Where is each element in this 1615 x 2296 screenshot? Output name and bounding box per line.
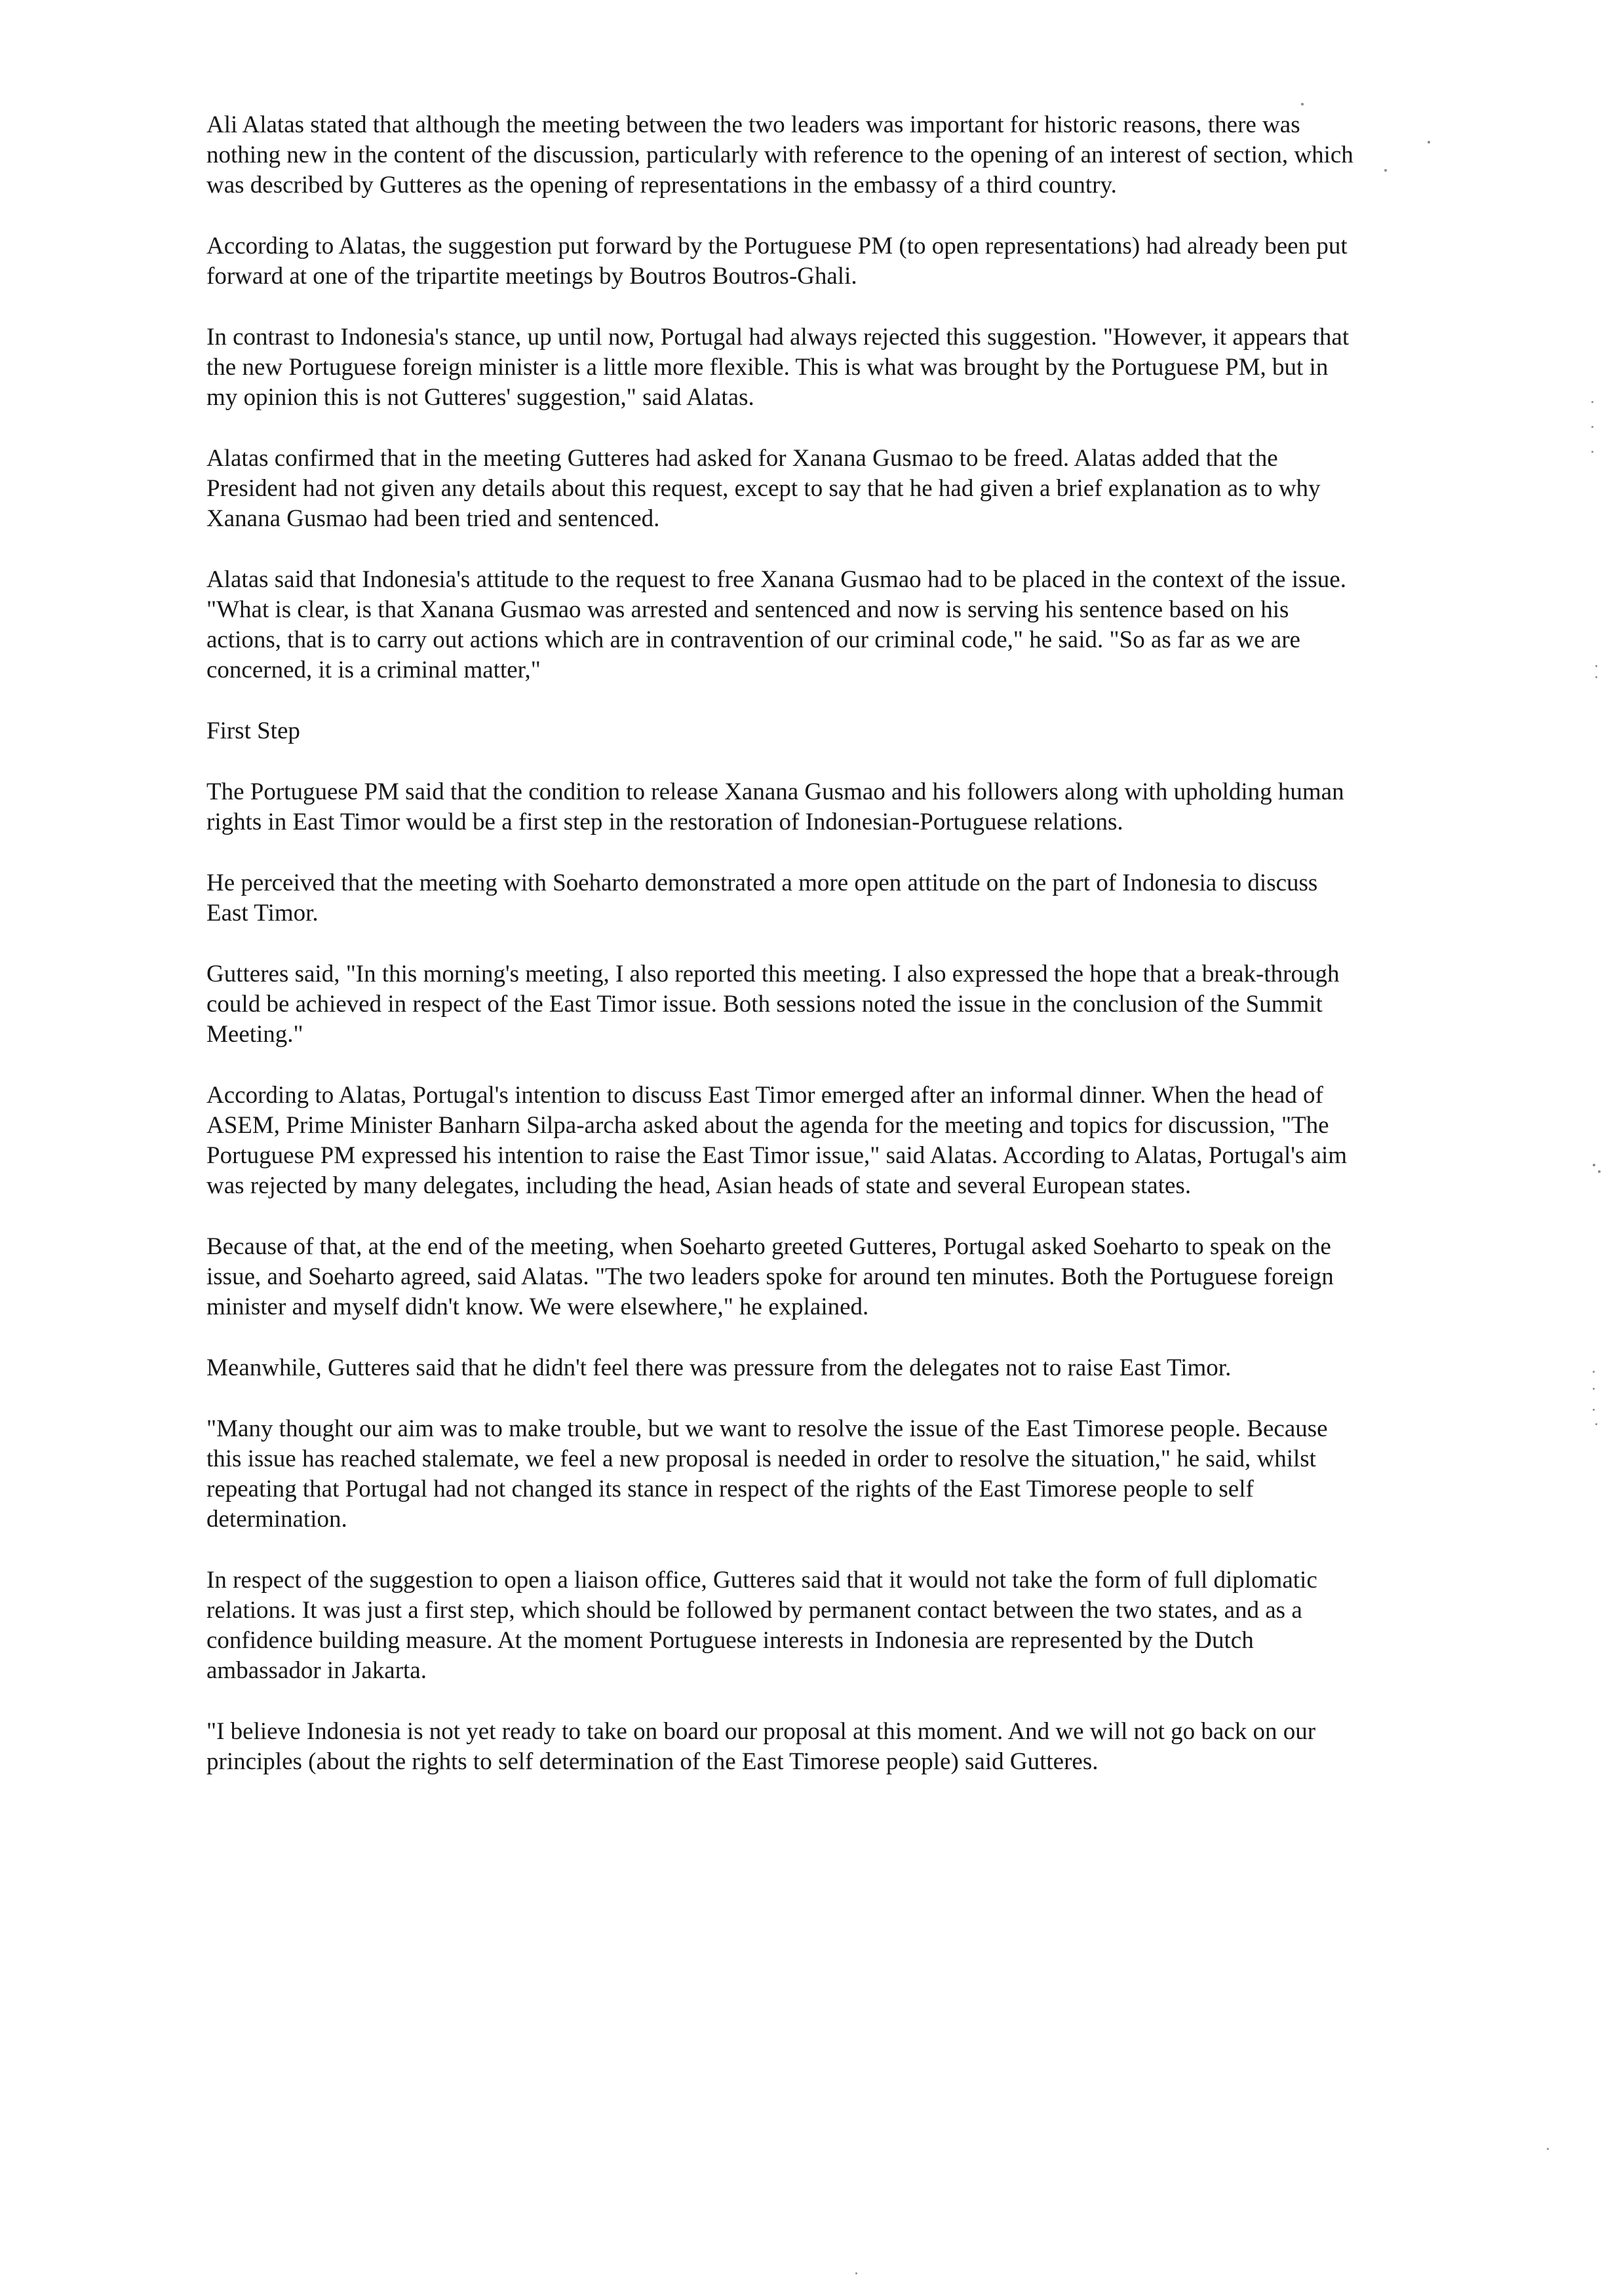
scan-speck — [855, 2272, 857, 2274]
section-heading: First Step — [206, 718, 300, 744]
scan-speck — [1595, 665, 1597, 667]
scan-speck — [1593, 1371, 1595, 1373]
paragraph-12: "Many thought our aim was to make trouble, but we want to resolve the issue of the East Timorese people. Because this issue has reached stalemate, we feel a new proposal is needed in order to resolve the situation," he said, whilst repeating that Portugal had not changed its stance in respect of the rights of the East Timorese people to self determination. — [206, 1415, 1328, 1533]
scan-speck — [1547, 2148, 1549, 2150]
scan-speck — [1598, 1170, 1601, 1173]
paragraph-7: He perceived that the meeting with Soeharto demonstrated a more open attitude on the part of Indonesia to discuss East Timor. — [206, 870, 1318, 927]
paragraph-11: Meanwhile, Gutteres said that he didn't feel there was pressure from the delegates not to raise East Timor. — [206, 1354, 1232, 1381]
scan-speck — [1384, 169, 1387, 172]
paragraph-8: Gutteres said, "In this morning's meeting, I also reported this meeting. I also expressed the hope that a break-through could be achieved in respect of the East Timor issue. Both sessions noted the issue in the conclusion of the Summit Meeting." — [206, 961, 1340, 1048]
scan-speck — [1591, 401, 1593, 403]
scan-speck — [1593, 1164, 1595, 1166]
paragraph-2: According to Alatas, the suggestion put forward by the Portuguese PM (to open representations) had already been put forward at one of the tripartite meetings by Boutros Boutros-Ghali. — [206, 233, 1348, 290]
paragraph-1: Ali Alatas stated that although the meeting between the two leaders was important for historic reasons, there was nothing new in the content of the discussion, particularly with reference to the opening of an interest of section, which was described by Gutteres as the opening of representations in the embassy of a third country. — [206, 111, 1353, 199]
paragraph-5: Alatas said that Indonesia's attitude to the request to free Xanana Gusmao had to be placed in the context of the issue. "What is clear, is that Xanana Gusmao was arrested and sentenced and now is serving his sentence based on his actions, that is to carry out actions which are in contravention of our criminal code," he said. "So as far as we are concerned, it is a criminal matter," — [206, 566, 1346, 683]
paragraph-4: Alatas confirmed that in the meeting Gutteres had asked for Xanana Gusmao to be freed. Alatas added that the President had not given any details about this request, except to say that he had given a brief explanation as to why Xanana Gusmao had been tried and sentenced. — [206, 445, 1321, 532]
paragraph-14: "I believe Indonesia is not yet ready to take on board our proposal at this moment. And we will not go back on our principles (about the rights to self determination of the East Timorese people) said Gutteres. — [206, 1718, 1316, 1775]
paragraph-10: Because of that, at the end of the meeting, when Soeharto greeted Gutteres, Portugal asked Soeharto to speak on the issue, and Soeharto agreed, said Alatas. "The two leaders spoke for around ten minutes. Both the Portuguese foreign minister and myself didn't know. We were elsewhere," he explained. — [206, 1233, 1334, 1320]
paragraph-9: According to Alatas, Portugal's intention to discuss East Timor emerged after an informal dinner. When the head of ASEM, Prime Minister Banharn Silpa-archa asked about the agenda for the meeting and topics for discussion, "The Portuguese PM expressed his intention to raise the East Timor issue," said Alatas. According to Alatas, Portugal's aim was rejected by many delegates, including the head, Asian heads of state and several European states. — [206, 1082, 1348, 1199]
paragraph-6: The Portuguese PM said that the condition to release Xanana Gusmao and his followers along with upholding human rights in East Timor would be a first step in the restoration of Indonesian-Portuguese relations. — [206, 778, 1344, 835]
scan-speck — [1593, 1409, 1595, 1411]
document-body — [206, 110, 1360, 1777]
scan-speck — [1591, 451, 1593, 453]
paragraph-3: In contrast to Indonesia's stance, up until now, Portugal had always rejected this suggestion. "However, it appears that the new Portuguese foreign minister is a little more flexible. This is what was brought by the Portuguese PM, but in my opinion this is not Gutteres' suggestion," said Alatas. — [206, 324, 1350, 411]
paragraph-13: In respect of the suggestion to open a liaison office, Gutteres said that it would not take the form of full diplomatic relations. It was just a first step, which should be followed by permanent contact between the two states, and as a confidence building measure. At the moment Portuguese interests in Indonesia are represented by the Dutch ambassador in Jakarta. — [206, 1567, 1317, 1684]
scan-speck — [1595, 1423, 1597, 1425]
scan-speck — [1591, 426, 1593, 428]
scan-speck — [1428, 141, 1430, 144]
scan-speck — [1301, 103, 1304, 105]
scan-speck — [1593, 1388, 1595, 1390]
scan-speck — [1595, 676, 1597, 678]
